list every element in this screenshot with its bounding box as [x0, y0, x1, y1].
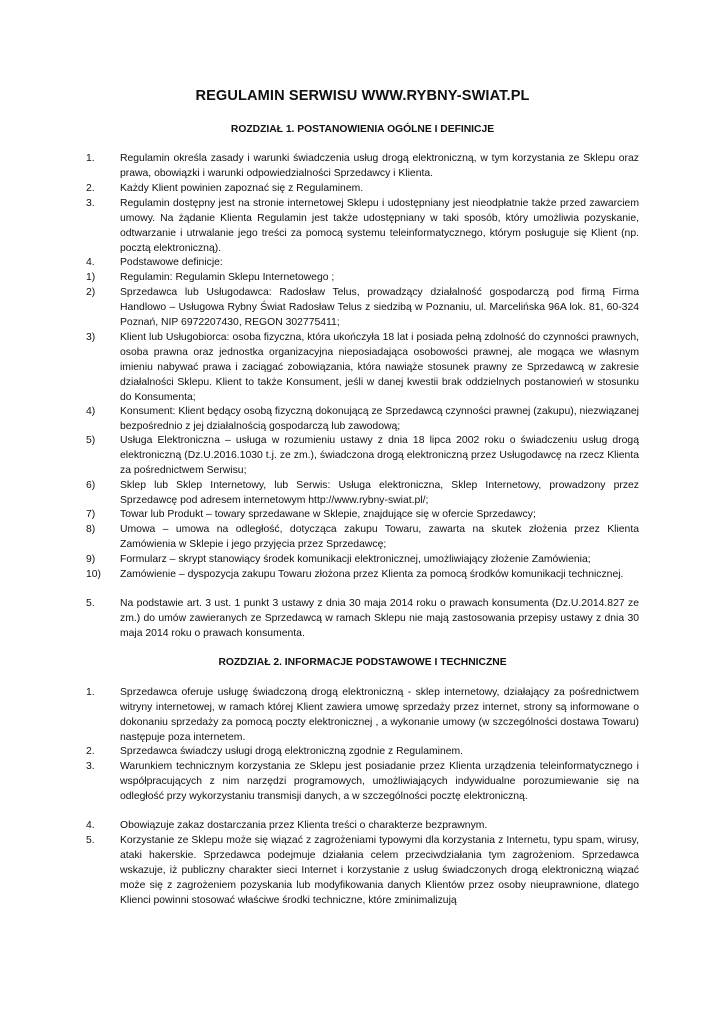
- item-number: 1.: [86, 153, 95, 164]
- item-number: 4): [86, 406, 96, 417]
- item-number: 1.: [86, 687, 95, 698]
- item-text: Usługa Elektroniczna – usługa w rozumieniu ustawy z dnia 18 lipca 2002 roku o świadczeniu usług drogą elektroniczną (Dz.U.2016.1030 t.j. ze zm.), świadczona drogą elektroniczną przez Usługodawcę na rzecz Klienta za pośrednictwem Serwisu;: [120, 435, 639, 476]
- item-text: Regulamin dostępny jest na stronie internetowej Sklepu i udostępniany jest nieodpłatnie także przed zawarciem umowy. Na żądanie Klienta Regulamin jest także udostępniany w taki sposób, który umożliwia pozyskanie, odtwarzanie i utrwalanie jego treści za pomocą systemu teleinformatycznego, którym posługuje się Klient (np. pocztą elektroniczną).: [120, 198, 639, 254]
- item-text: Obowiązuje zakaz dostarczania przez Klienta treści o charakterze bezprawnym.: [120, 820, 488, 831]
- item-number: 1): [86, 272, 96, 283]
- item-text: Na podstawie art. 3 ust. 1 punkt 3 ustawy z dnia 30 maja 2014 roku o prawach konsumenta (Dz.U.2014.827 ze zm.) do umów zawieranych ze Sprzedawcą w ramach Sklepu nie mają zastosowania przepisy ustawy z dnia 30 maja 2014 roku o prawach konsumenta.: [120, 598, 639, 639]
- item-number: 6): [86, 480, 96, 491]
- item-text: Warunkiem technicznym korzystania ze Sklepu jest posiadanie przez Klienta urządzenia teleinformatycznego i współpracujących z nim narzędzi programowych, umożliwiających indywidualne porozumiewanie się na odległość przy wykorzystaniu transmisji danych, a w szczególności pocztę elektroniczną.: [120, 761, 639, 802]
- item-number: 10): [86, 569, 102, 580]
- item-number: 3): [86, 332, 96, 343]
- item-text: Konsument: Klient będący osobą fizyczną dokonującą ze Sprzedawcą czynności prawnej (zakupu), niezwiązanej bezpośrednio z jej działalnością gospodarczą lub zawodową;: [120, 406, 639, 432]
- item-text: Sklep lub Sklep Internetowy, lub Serwis: Usługa elektroniczna, Sklep Internetowy, prowadzony przez Sprzedawcę pod adresem internetowym http://www.rybny-swiat.pl/;: [120, 480, 639, 506]
- item-number: 4.: [86, 820, 95, 831]
- item-number: 9): [86, 554, 96, 565]
- item-number: 2): [86, 287, 96, 298]
- item-number: 3.: [86, 761, 95, 772]
- item-number: 5.: [86, 598, 95, 609]
- item-text: Sprzedawca świadczy usługi drogą elektroniczną zgodnie z Regulaminem.: [120, 746, 464, 757]
- item-number: 2.: [86, 746, 95, 757]
- item-text: Sprzedawca lub Usługodawca: Radosław Telus, prowadzący działalność gospodarczą pod firmą Firma Handlowo – Usługowa Rybny Świat Radosław Telus z siedzibą w Poznaniu, ul. Marcelińska 96A lok. 81, 60-324 Poznań, NIP 6972207430, REGON 302775411;: [120, 287, 639, 328]
- item-text: Umowa – umowa na odległość, dotycząca zakupu Towaru, zawarta na skutek złożenia przez Klienta Zamówienia w Sklepie i jego przyjęcia przez Sprzedawcę;: [120, 524, 639, 550]
- item-number: 8): [86, 524, 96, 535]
- item-number: 4.: [86, 257, 95, 268]
- item-number: 2.: [86, 183, 95, 194]
- item-text: Towar lub Produkt – towary sprzedawane w Sklepie, znajdujące się w ofercie Sprzedawcy;: [120, 509, 536, 520]
- item-number: 5.: [86, 835, 95, 846]
- item-text: Podstawowe definicje:: [120, 257, 223, 268]
- item-text: Sprzedawca oferuje usługę świadczoną drogą elektroniczną - sklep internetowy, działający za pośrednictwem witryny internetowej, w ramach której Klient zawiera umowę sprzedaży przez internet, strony są informowane o dokonaniu sprzedaży za pomocą poczty elektronicznej , a wykonanie umowy (w szczególności dostawa Towaru) następuje poza internetem.: [120, 687, 639, 743]
- item-number: 5): [86, 435, 96, 446]
- item-text: Regulamin: Regulamin Sklepu Internetowego ;: [120, 272, 335, 283]
- item-text: Formularz – skrypt stanowiący środek komunikacji elektronicznej, umożliwiający złożenie Zamówienia;: [120, 554, 591, 565]
- chapter-2-heading: ROZDZIAŁ 2. INFORMACJE PODSTAWOWE I TECHNICZNE: [218, 657, 507, 668]
- item-number: 3.: [86, 198, 95, 209]
- document-title: REGULAMIN SERWISU WWW.RYBNY-SWIAT.PL: [195, 88, 530, 104]
- item-text: Każdy Klient powinien zapoznać się z Regulaminem.: [120, 183, 364, 194]
- item-number: 7): [86, 509, 96, 520]
- item-text: Zamówienie – dyspozycja zakupu Towaru złożona przez Klienta za pomocą środków komunikacji technicznej.: [120, 569, 624, 580]
- item-text: Klient lub Usługobiorca: osoba fizyczna, która ukończyła 18 lat i posiada pełną zdolność do czynności prawnych, osoba prawna oraz jednostka organizacyjna nieposiadająca osobowości prawnej, ale mogąca we własnym imieniu nabywać prawa i zaciągać zobowiązania, która nawiąże stosunek prawny ze Sprzedawcą w zakresie działalności Sklepu. Klient to także Konsument, jeśli w danej kwestii brak oddzielnych postanowień w stosunku do Konsumenta;: [120, 332, 639, 403]
- item-text: Korzystanie ze Sklepu może się wiązać z zagrożeniami typowymi dla korzystania z Internetu, typu spam, wirusy, ataki hakerskie. Sprzedawca podejmuje działania celem przeciwdziałania tym zagrożeniom. Sprzedawca wskazuje, iż publiczny charakter sieci Internet i korzystanie z usług świadczonych drogą elektroniczną wiązać może się z zagrożeniem pozyskania lub modyfikowania danych Klientów przez osoby nieuprawnione, dlatego Klienci powinni stosować właściwe środki techniczne, które zminimalizują: [120, 835, 639, 906]
- chapter-1-heading: ROZDZIAŁ 1. POSTANOWIENIA OGÓLNE I DEFINICJE: [230, 124, 495, 135]
- item-text: Regulamin określa zasady i warunki świadczenia usług drogą elektroniczną, w tym korzystania ze Sklepu oraz prawa, obowiązki i warunki odpowiedzialności Sprzedawcy i Klienta.: [120, 153, 639, 179]
